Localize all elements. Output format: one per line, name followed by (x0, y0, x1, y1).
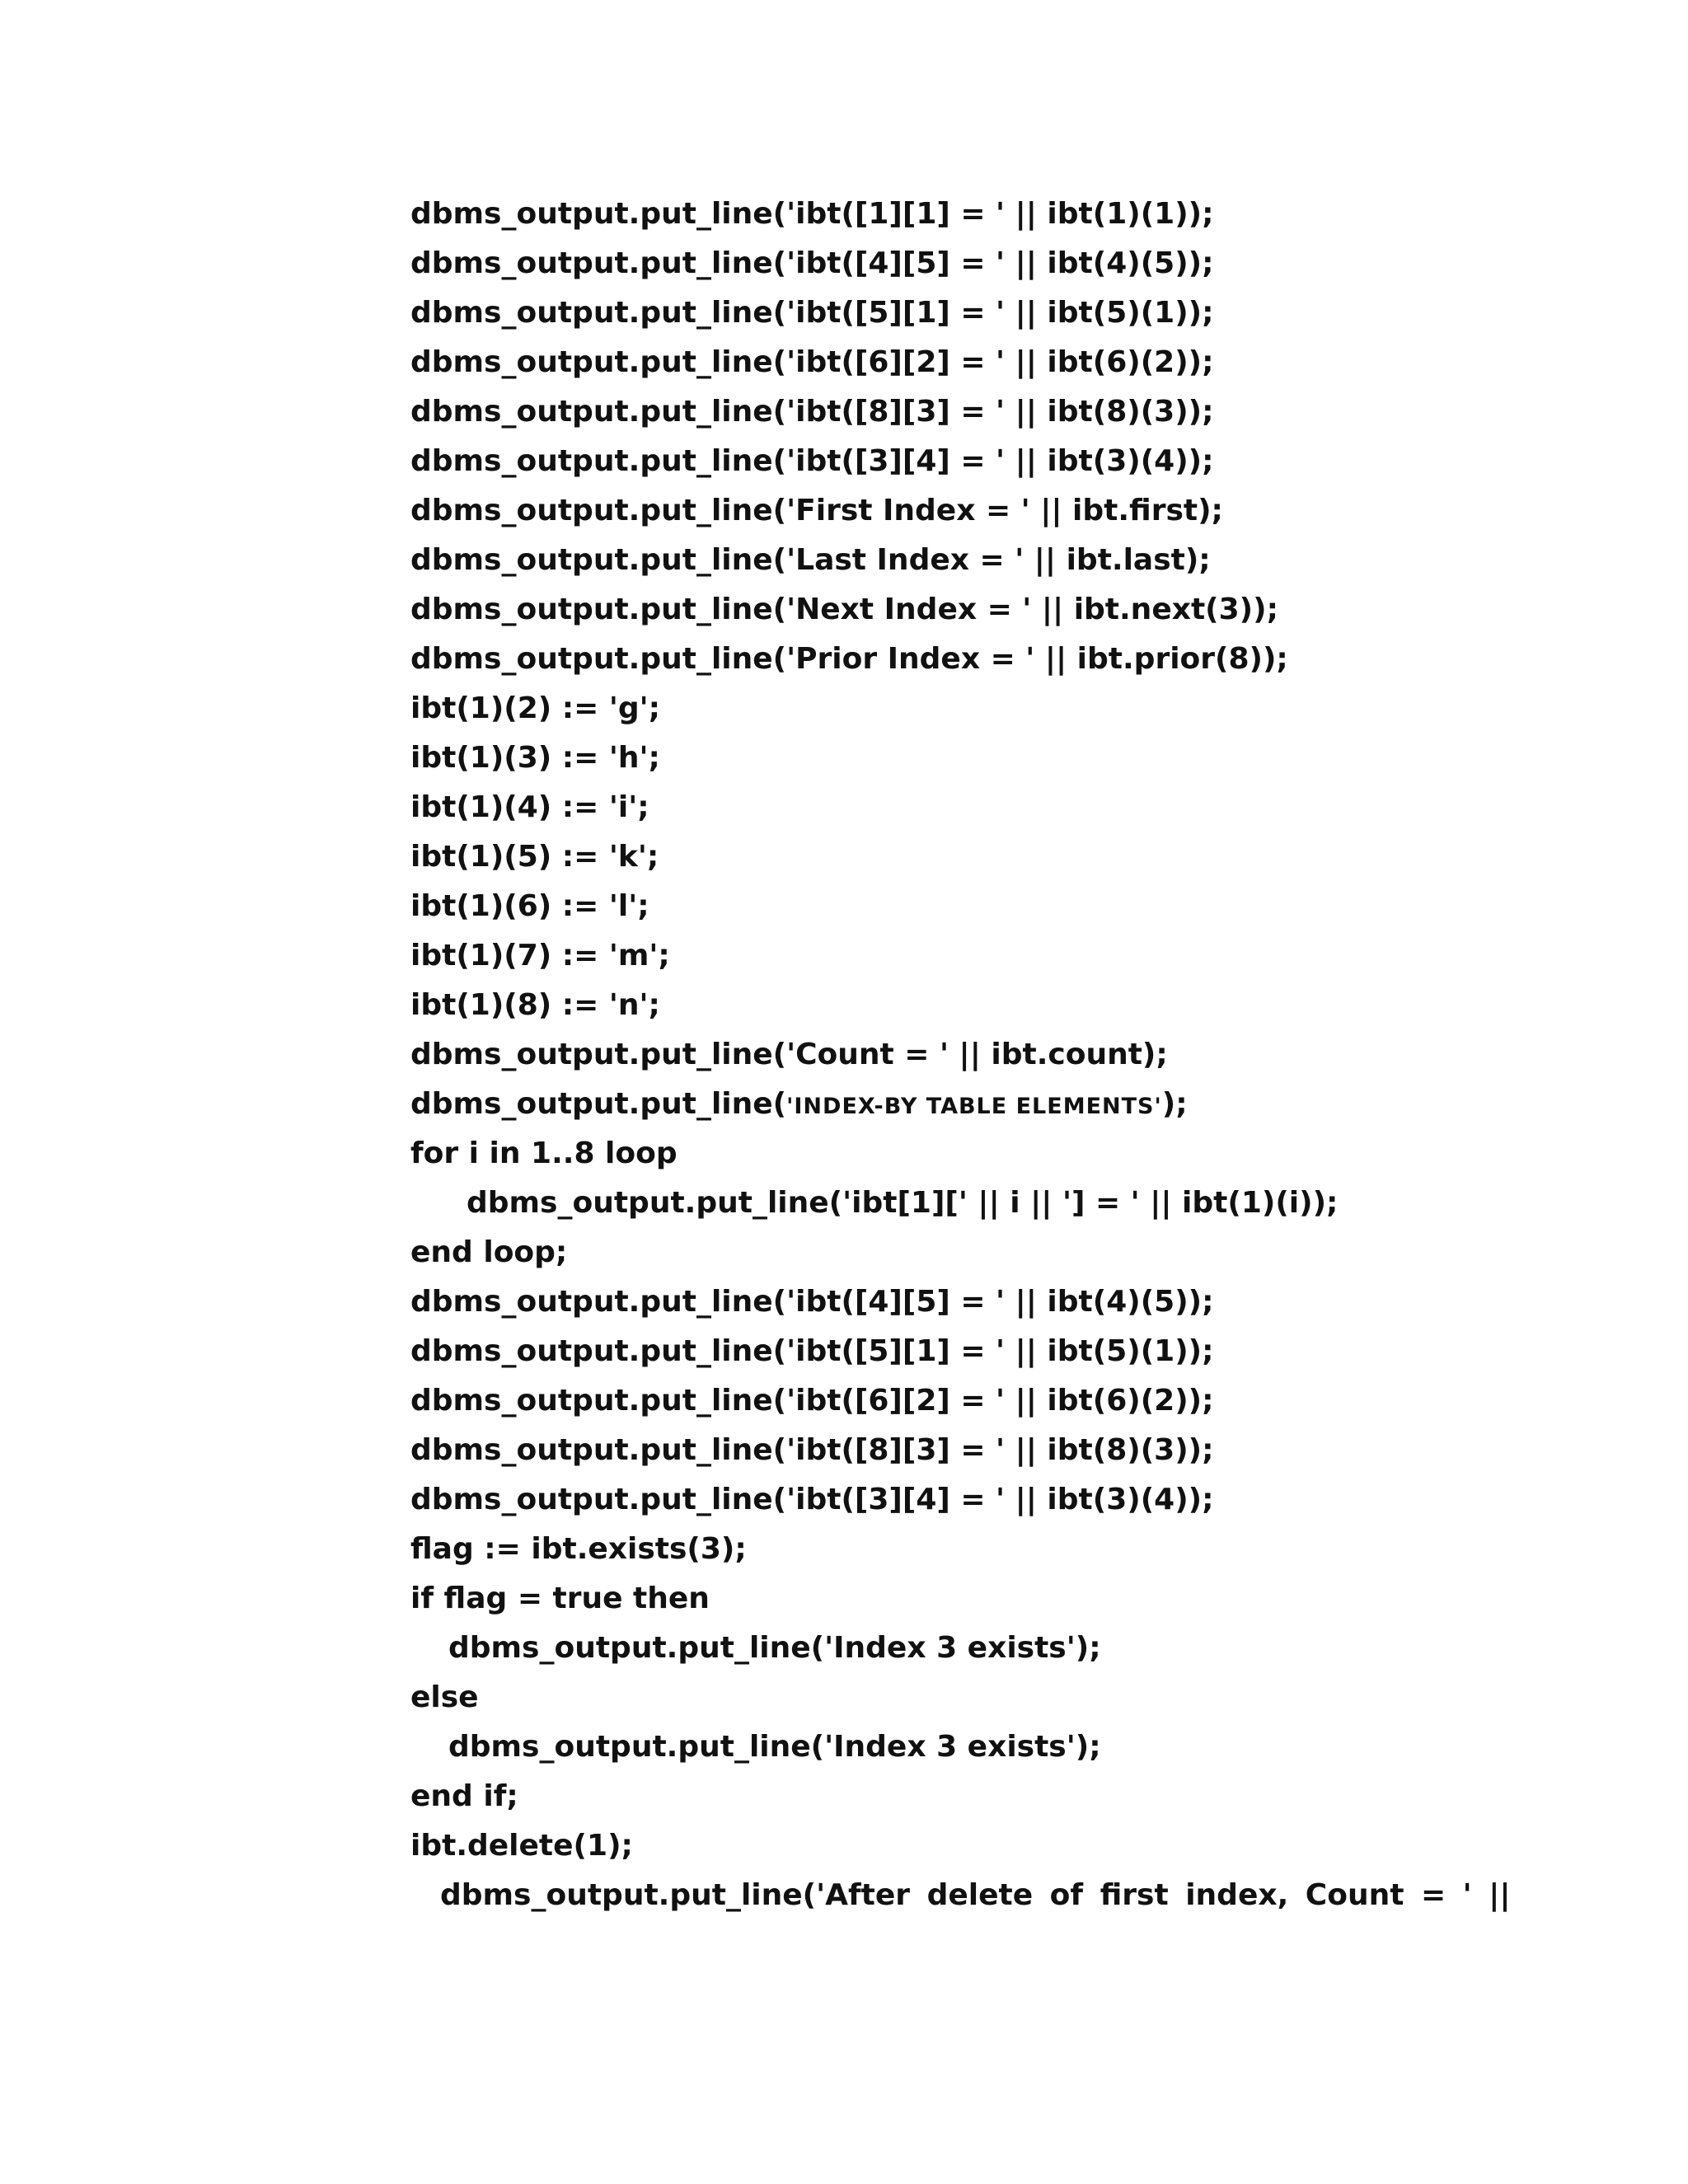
code-line: ibt(1)(3) := 'h'; (410, 741, 660, 775)
code-line: ibt.delete(1); (410, 1829, 633, 1863)
code-line: ibt(1)(4) := 'i'; (410, 790, 649, 824)
code-line: dbms_output.put_line('ibt([8][3] = ' || ibt(8)(3)); (410, 1433, 1214, 1467)
code-line: ibt(1)(5) := 'k'; (410, 840, 659, 874)
code-line: dbms_output.put_line('ibt([6][2] = ' || ibt(6)(2)); (410, 1384, 1214, 1418)
code-line: else (410, 1680, 479, 1714)
code-line: dbms_output.put_line('ibt([3][4] = ' || ibt(3)(4)); (410, 1483, 1214, 1516)
code-line: dbms_output.put_line('ibt([5][1] = ' || ibt(5)(1)); (410, 1334, 1214, 1368)
code-line: dbms_output.put_line('ibt([5][1] = ' || ibt(5)(1)); (410, 296, 1214, 330)
code-line: dbms_output.put_line('ibt([6][2] = ' || ibt(6)(2)); (410, 345, 1214, 379)
code-line: ibt(1)(8) := 'n'; (410, 988, 660, 1022)
code-line-indented: dbms_output.put_line('ibt[1][' || i || '] = ' || ibt(1)(i)); (467, 1186, 1339, 1220)
code-line: dbms_output.put_line('Next Index = ' || ibt.next(3)); (410, 593, 1278, 626)
code-line: ibt(1)(2) := 'g'; (410, 691, 661, 725)
code-block (410, 190, 1647, 1920)
code-line: dbms_output.put_line('Count = ' || ibt.count); (410, 1038, 1168, 1071)
code-line: flag := ibt.exists(3); (410, 1532, 747, 1566)
code-line: dbms_output.put_line('ibt([3][4] = ' || ibt(3)(4)); (410, 444, 1214, 478)
code-text: dbms_output.put_line( (410, 1087, 787, 1121)
code-line: dbms_output.put_line('ibt([8][3] = ' || ibt(8)(3)); (410, 395, 1214, 429)
code-line-indented: dbms_output.put_line('Index 3 exists'); (448, 1730, 1101, 1764)
code-line: dbms_output.put_line('Prior Index = ' || ibt.prior(8)); (410, 642, 1288, 676)
code-line: dbms_output.put_line('First Index = ' || ibt.first); (410, 494, 1223, 527)
code-line: ibt(1)(6) := 'l'; (410, 889, 649, 923)
code-line: dbms_output.put_line('ibt([4][5] = ' || ibt(4)(5)); (410, 1285, 1214, 1319)
code-line: dbms_output.put_line('ibt([4][5] = ' || ibt(4)(5)); (410, 246, 1214, 280)
code-line-indented: dbms_output.put_line('Index 3 exists'); (448, 1631, 1101, 1665)
code-line: if flag = true then (410, 1582, 710, 1615)
code-string-smallcaps: 'INDEX-BY TABLE ELEMENTS' (786, 1094, 1162, 1119)
code-text: ); (1161, 1087, 1188, 1121)
code-line: dbms_output.put_line('Last Index = ' || ibt.last); (410, 543, 1211, 577)
code-line: end loop; (410, 1235, 568, 1269)
code-line: end if; (410, 1779, 518, 1813)
code-line: ibt(1)(7) := 'm'; (410, 939, 670, 972)
code-line: dbms_output.put_line('ibt([1][1] = ' || ibt(1)(1)); (410, 197, 1214, 231)
code-line: for i in 1..8 loop (410, 1137, 678, 1170)
code-line-indented: dbms_output.put_line('After delete of first index, Count = ' || (440, 1878, 1511, 1912)
code-line-mixed (410, 1080, 1647, 1129)
